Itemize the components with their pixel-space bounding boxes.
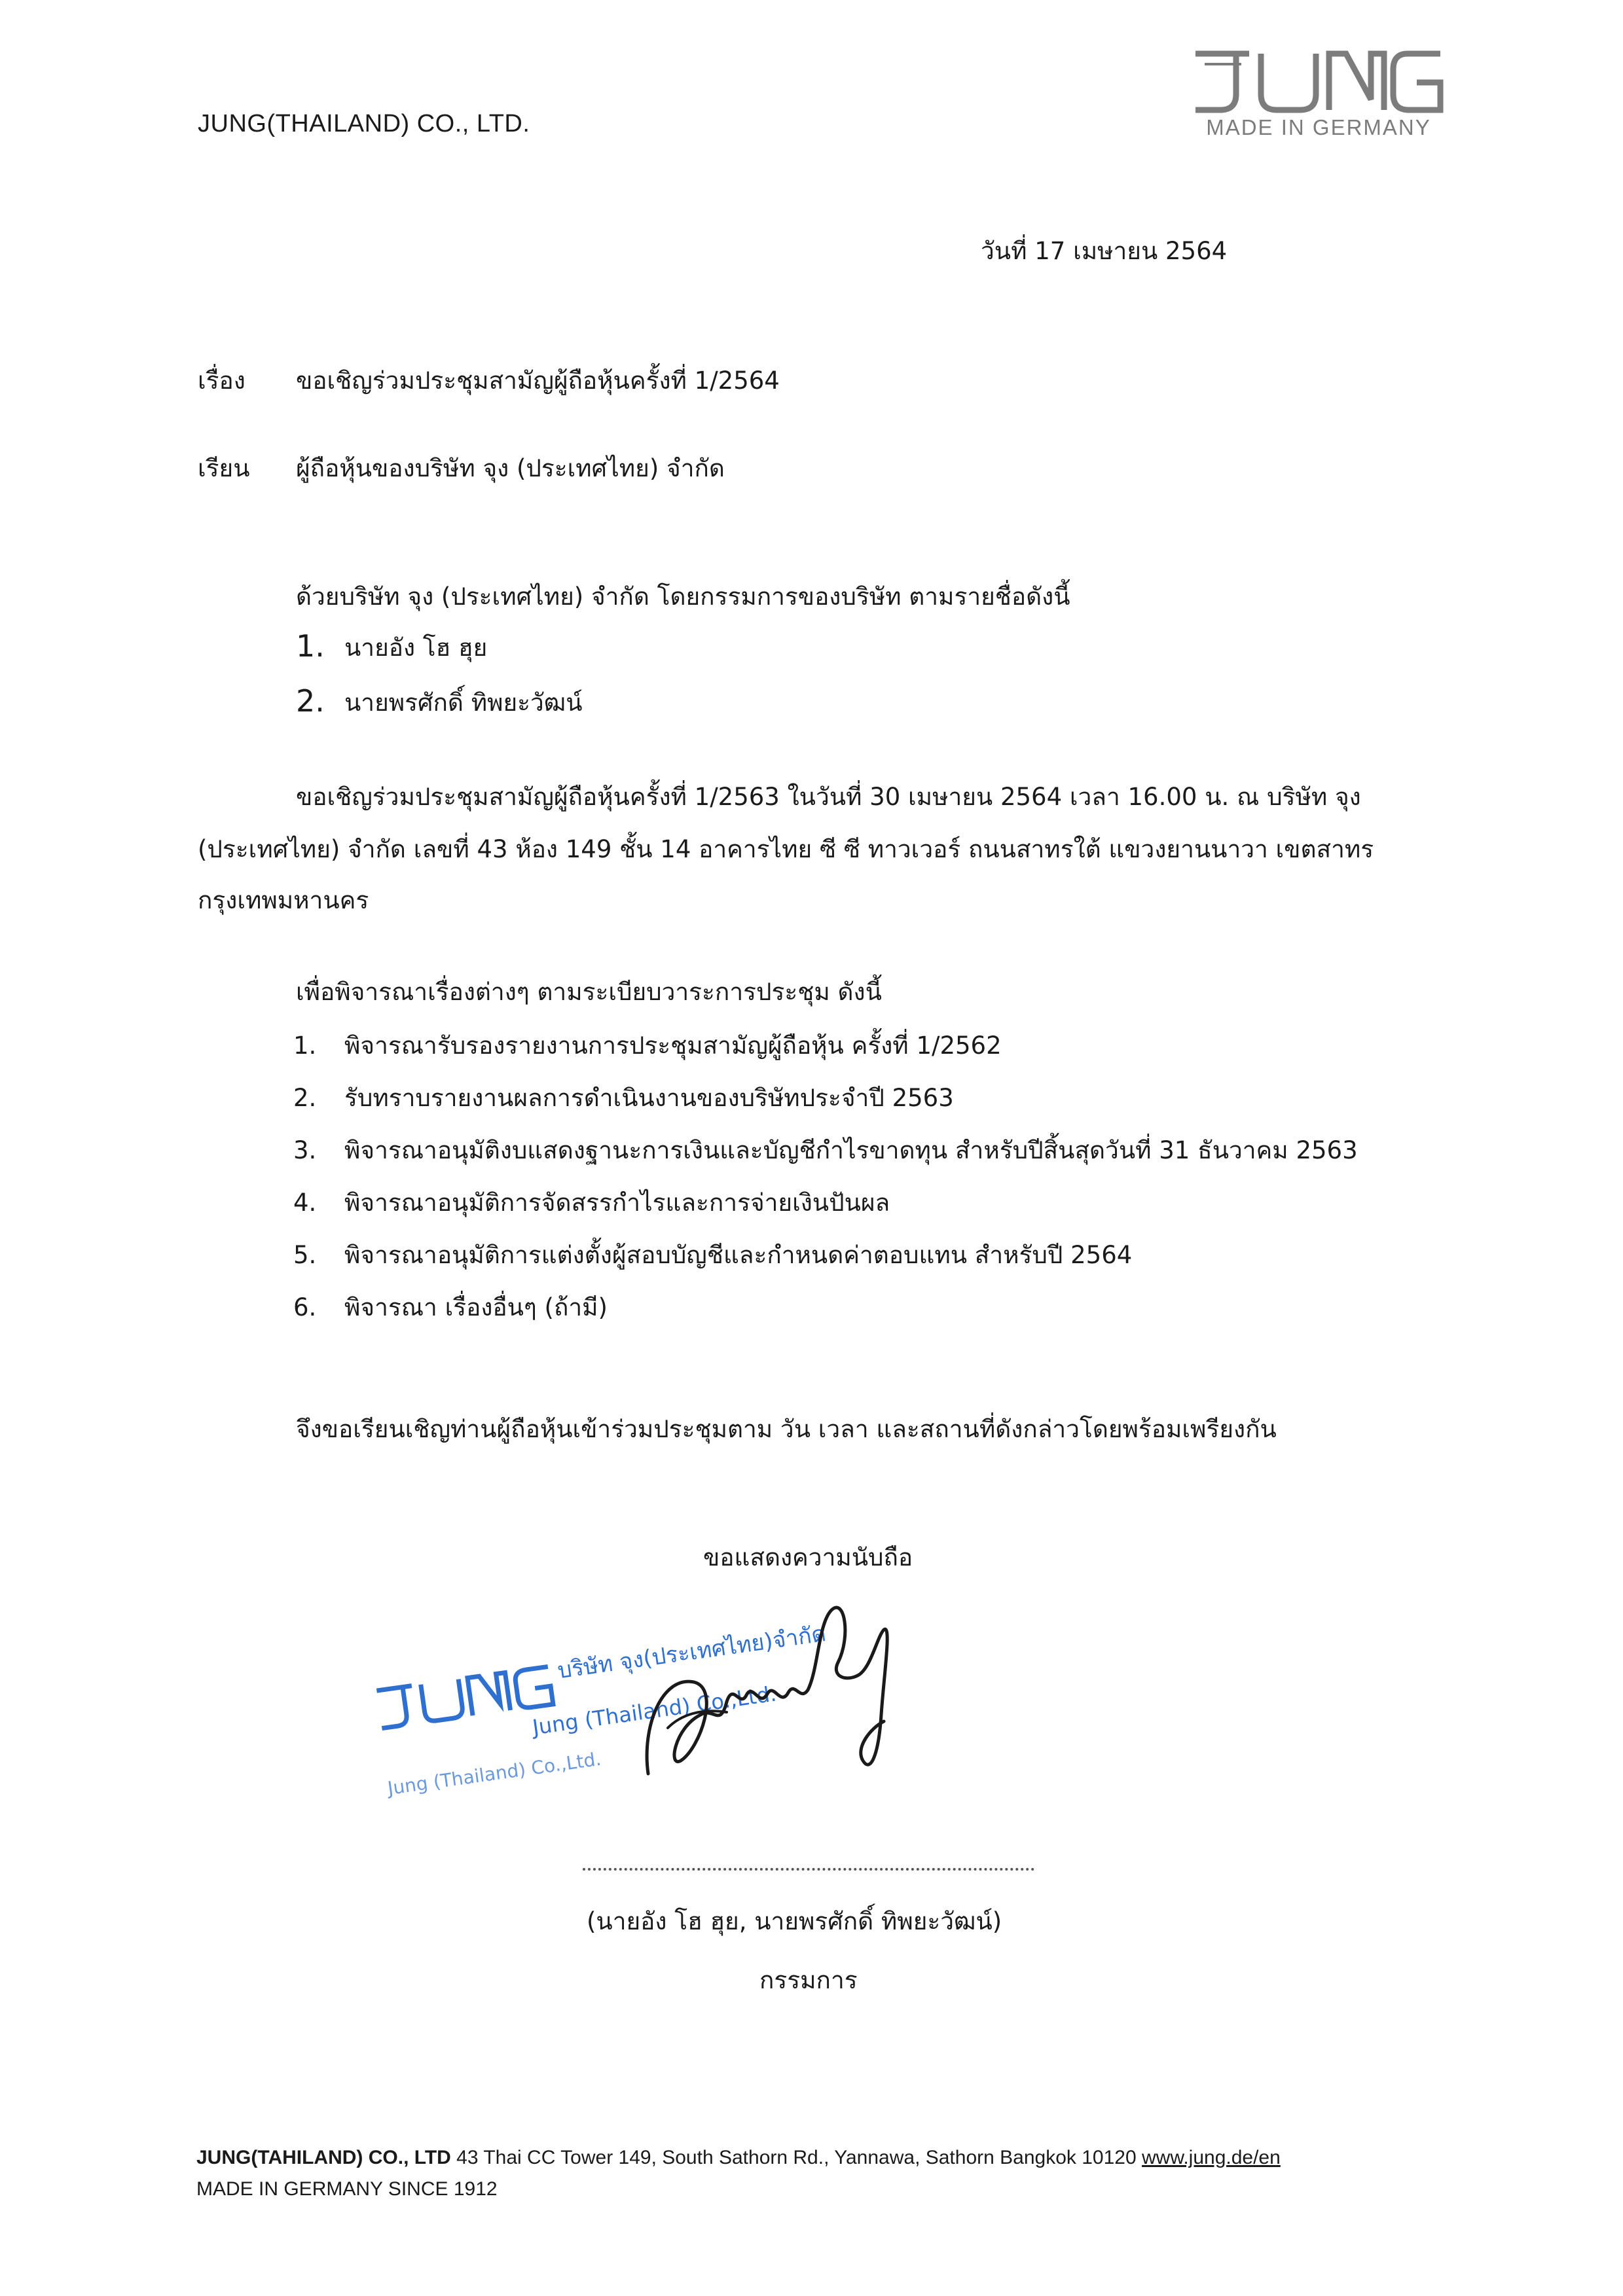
- company-header: JUNG(THAILAND) CO., LTD.: [198, 110, 530, 137]
- footer-address: [196, 2147, 1281, 2169]
- signatory-title: กรรมการ: [759, 1966, 858, 1994]
- agenda-number: 4.: [293, 1189, 317, 1217]
- recipient-label: เรียน: [198, 454, 250, 482]
- stamp-line2: Jung (Thailand) Co.,Ltd.: [530, 1681, 778, 1740]
- signature-line: [583, 1867, 1034, 1871]
- footer-company: JUNG(TAHILAND) CO., LTD: [196, 2147, 451, 2168]
- director-number: 1.: [296, 628, 325, 664]
- agenda-item: พิจารณารับรองรายงานการประชุมสามัญผู้ถือหุ้น ครั้งที่ 1/2562: [344, 1031, 1002, 1060]
- closing-request: จึงขอเรียนเชิญท่านผู้ถือหุ้นเข้าร่วมประชุมตาม วัน เวลา และสถานที่ดังกล่าวโดยพร้อมเพรียงกัน: [296, 1415, 1277, 1443]
- footer-address-text: 43 Thai CC Tower 149, South Sathorn Rd., Yannawa, Sathorn Bangkok 10120: [450, 2147, 1142, 2168]
- closing-salutation: ขอแสดงความนับถือ: [703, 1543, 913, 1571]
- agenda-number: 3.: [293, 1136, 317, 1164]
- agenda-intro: เพื่อพิจารณาเรื่องต่างๆ ตามระเบียบวาระการประชุม ดังนี้: [296, 978, 882, 1006]
- agenda-item: พิจารณาอนุมัติการจัดสรรกำไรและการจ่ายเงินปันผล: [344, 1189, 890, 1217]
- agenda-number: 5.: [293, 1241, 317, 1269]
- footer-tagline: MADE IN GERMANY SINCE 1912: [196, 2178, 498, 2200]
- logo-subtitle: MADE IN GERMANY: [1206, 115, 1431, 139]
- agenda-number: 1.: [293, 1031, 317, 1060]
- stamp-line2-echo: Jung (Thailand) Co.,Ltd.: [386, 1748, 603, 1800]
- subject-label: เรื่อง: [198, 367, 246, 395]
- director-name: นายพรศักดิ์ ทิพยะวัฒน์: [344, 689, 583, 717]
- agenda-item: พิจารณา เรื่องอื่นๆ (ถ้ามี): [344, 1293, 608, 1321]
- agenda-number: 6.: [293, 1293, 317, 1321]
- invitation-line: ขอเชิญร่วมประชุมสามัญผู้ถือหุ้นครั้งที่ 1/2563 ในวันที่ 30 เมษายน 2564 เวลา 16.00 น. ณ บริษัท จุง: [296, 783, 1361, 811]
- director-number: 2.: [296, 683, 325, 719]
- agenda-item: พิจารณาอนุมัติงบแสดงฐานะการเงินและบัญชีกำไรขาดทุน สำหรับปีสิ้นสุดวันที่ 31 ธันวาคม 2563: [344, 1136, 1358, 1164]
- invitation-line: (ประเทศไทย) จำกัด เลขที่ 43 ห้อง 149 ชั้น 14 อาคารไทย ซี ซี ทาวเวอร์ ถนนสาทรใต้ แขวงยานนาวา เขตสาทร: [198, 835, 1374, 863]
- date-line: วันที่ 17 เมษายน 2564: [981, 237, 1228, 265]
- stamp-line1: บริษัท จุง(ประเทศไทย)จำกัด: [556, 1621, 828, 1685]
- recipient-text: ผู้ถือหุ้นของบริษัท จุง (ประเทศไทย) จำกัด: [296, 454, 725, 482]
- director-name: นายอัง โฮ ฮุย: [344, 634, 488, 662]
- agenda-item: รับทราบรายงานผลการดำเนินงานของบริษัทประจำปี 2563: [344, 1084, 954, 1112]
- agenda-number: 2.: [293, 1084, 317, 1112]
- intro-paragraph: ด้วยบริษัท จุง (ประเทศไทย) จำกัด โดยกรรมการของบริษัท ตามรายชื่อดังนี้: [296, 583, 1070, 611]
- footer-website-link[interactable]: www.jung.de/en: [1142, 2147, 1281, 2168]
- signatory-names: (นายอัง โฮ ฮุย, นายพรศักดิ์ ทิพยะวัฒน์): [587, 1907, 1002, 1935]
- invitation-line: กรุงเทพมหานคร: [198, 886, 369, 914]
- agenda-item: พิจารณาอนุมัติการแต่งตั้งผู้สอบบัญชีและกำหนดค่าตอบแทน สำหรับปี 2564: [344, 1241, 1133, 1269]
- subject-text: ขอเชิญร่วมประชุมสามัญผู้ถือหุ้นครั้งที่ 1/2564: [296, 367, 780, 395]
- signature: [622, 1597, 917, 1793]
